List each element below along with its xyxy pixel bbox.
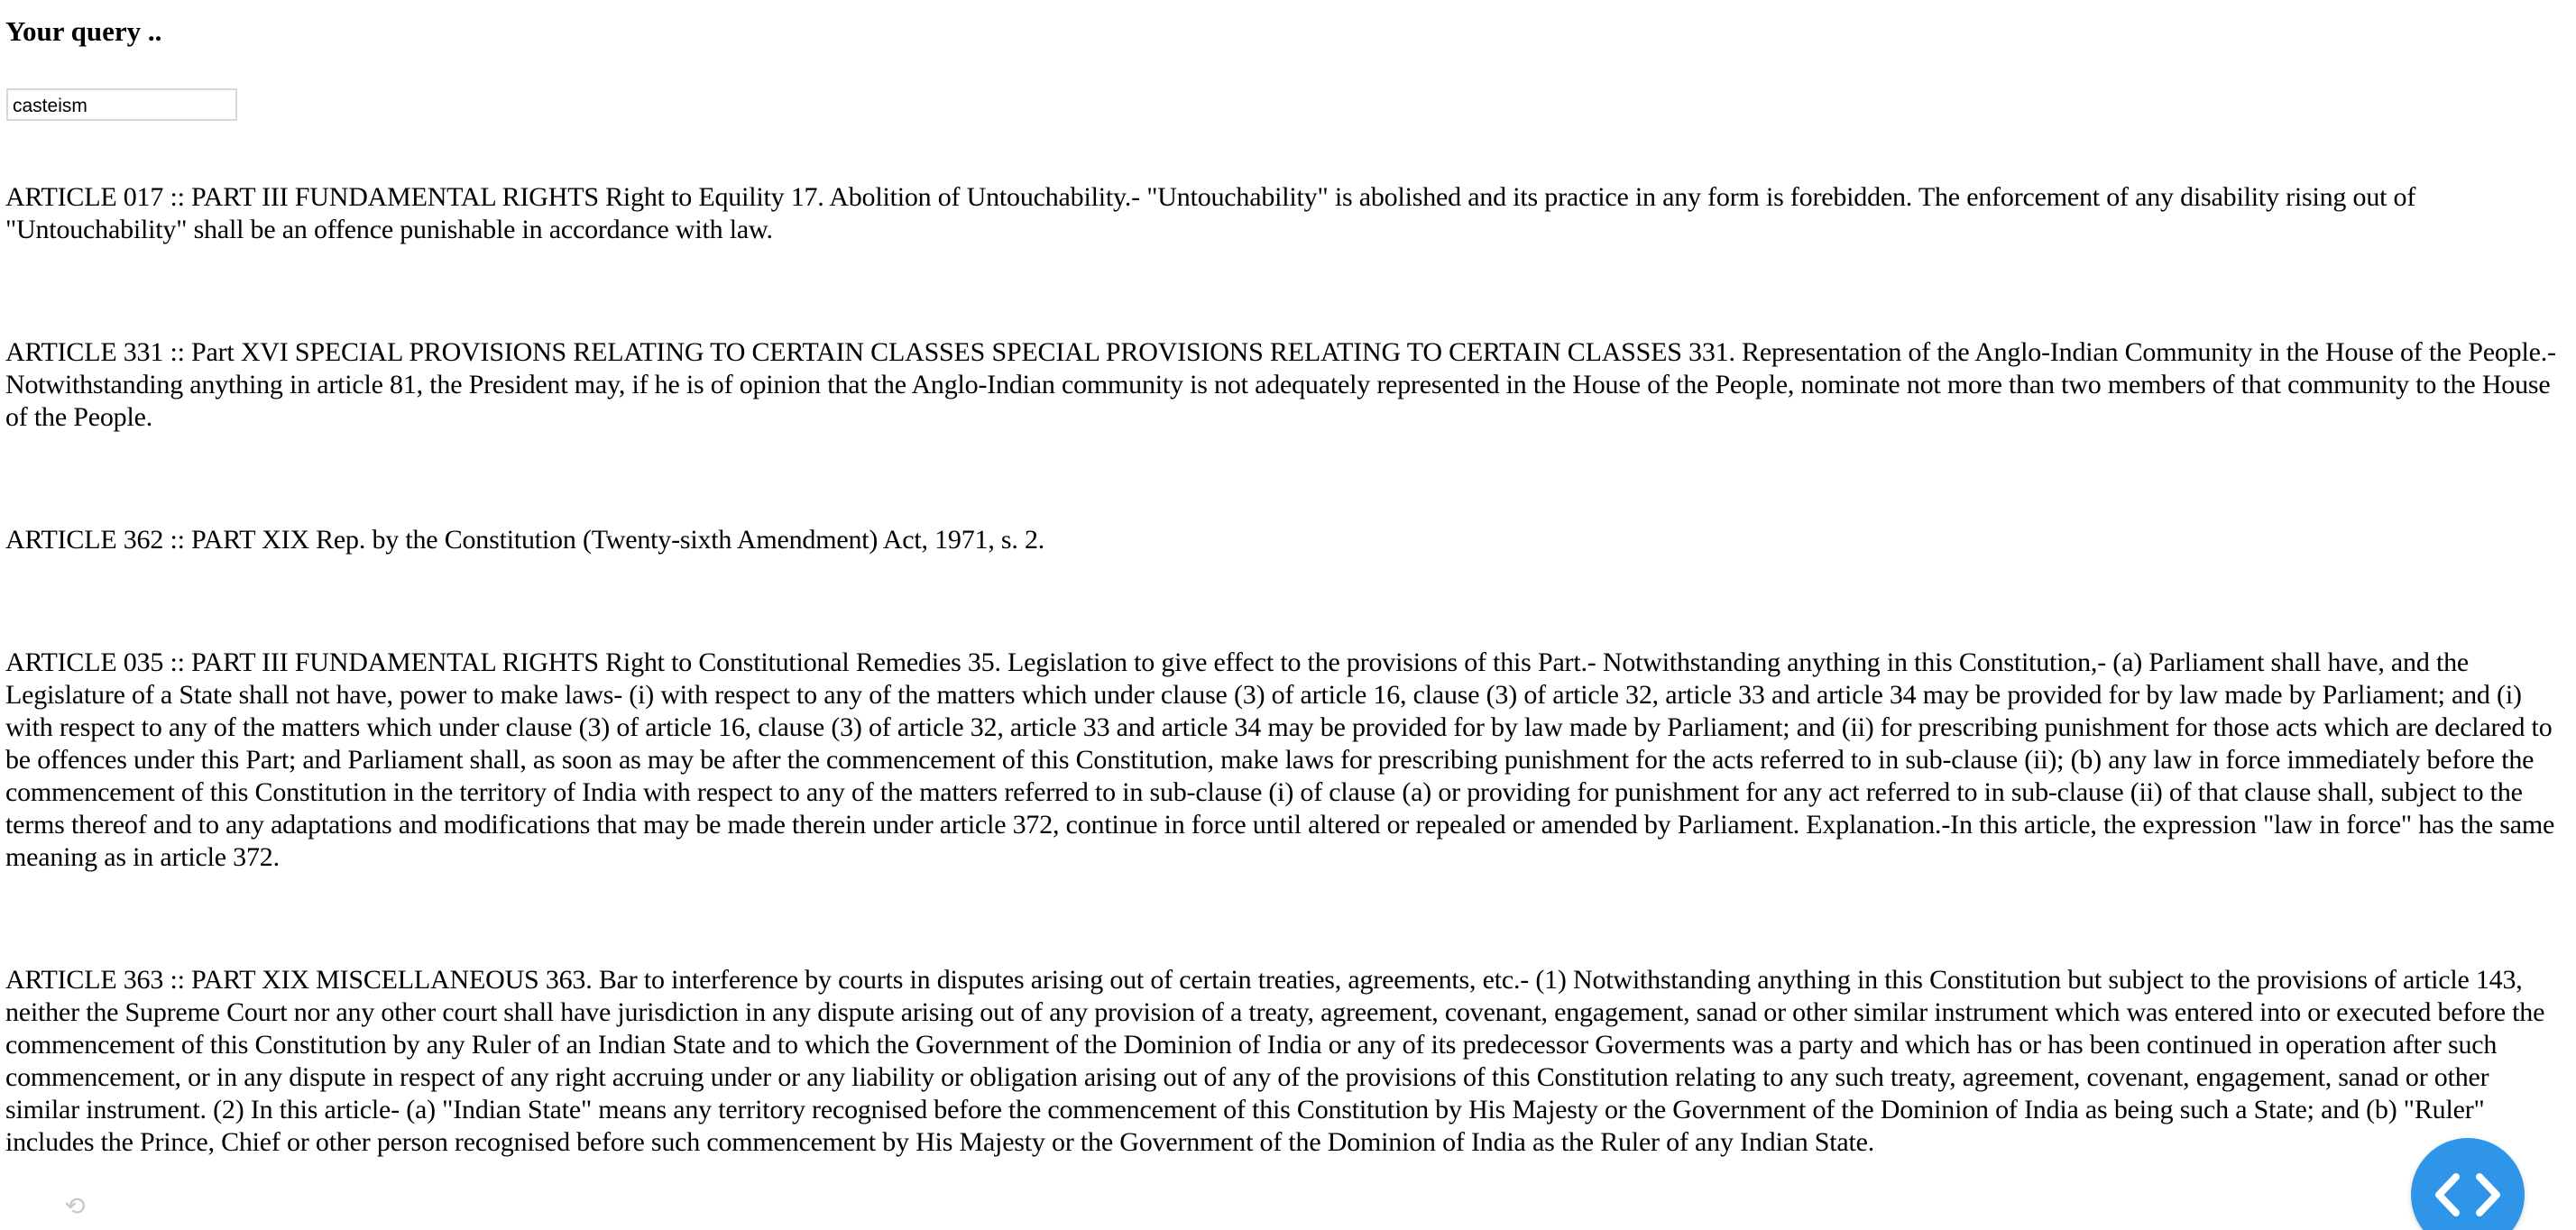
result-article-331: ARTICLE 331 :: Part XVI SPECIAL PROVISIONS RELATING TO CERTAIN CLASSES SPECIAL PROVISIONS RELATING TO CERTAIN CLASSES 331. Representation of the Anglo-Indian Community in the House of the People.- Notwithstanding anything in article 81, the President may, if he is of opinion that the Anglo-Indian community is not adequately represented in the House of the People, nominate not more than two members of that community to the House of the People.	[5, 337, 2556, 432]
query-heading: Your query ..	[5, 15, 162, 47]
result-article-362: ARTICLE 362 :: PART XIX Rep. by the Constitution (Twenty-sixth Amendment) Act, 1971, s. 2.	[5, 525, 1045, 555]
result-article-363: ARTICLE 363 :: PART XIX MISCELLANEOUS 363. Bar to interference by courts in disputes arising out of certain treaties, agreements, etc.- (1) Notwithstanding anything in this Constitution but subject to the provisions of article 143, neither the Supreme Court nor any other court shall have jurisdiction in any dispute arising out of any provision of a treaty, agreement, covenant, engagement, sanad or other similar instrument which was entered into or executed before the commencement of this Constitution by any Ruler of an Indian State and to which the Government of the Dominion of India or any of its predecessor Goverments was a party and which has or has been continued in operation after such commencement, or in any dispute in respect of any right accruing under or any liability or obligation arising out of any of the provisions of this Constitution relating to any such treaty, agreement, covenant, engagement, sanad or other similar instrument. (2) In this article- (a) "Indian State" means any territory recognised before the commencement of this Constitution by His Majesty or the Government of the Dominion of India as being such a State; and (b) "Ruler" includes the Prince, Chief or other person recognised before such commencement by His Majesty or the Government of the Dominion of India as the Ruler of any Indian State.	[5, 965, 2545, 1157]
result-article-017: ARTICLE 017 :: PART III FUNDAMENTAL RIGHTS Right to Equility 17. Abolition of Untouchability.- "Untouchability" is abolished and its practice in any form is forebidden. The enforcement of any disability rising out of "Untouchability" shall be an offence punishable in accordance with law.	[5, 182, 2416, 244]
code-brackets-icon	[2431, 1170, 2505, 1219]
result-article-035: ARTICLE 035 :: PART III FUNDAMENTAL RIGHTS Right to Constitutional Remedies 35. Legislation to give effect to the provisions of this Part.- Notwithstanding anything in this Constitution,- (a) Parliament shall have, and the Legislature of a State shall not have, power to make laws- (i) with respect to any of the matters which under clause (3) of article 16, clause (3) of article 32, article 33 and article 34 may be provided for by law made by Parliament; and (i) with respect to any of the matters which under clause (3) of article 16, clause (3) of article 32, article 33 and article 34 may be provided for by law made by Parliament; and (ii) for prescribing punishment for those acts which are declared to be offences under this Part; and Parliament shall, as soon as may be after the commencement of this Constitution, make laws for prescribing punishment for the acts referred to in sub-clause (ii); (b) any law in force immediately before the commencement of this Constitution in the territory of India with respect to any of the matters referred to in sub-clause (i) of clause (a) or providing for punishment for any act referred to in sub-clause (ii) of that clause shall, subject to the terms thereof and to any adaptations and modifications that may be made therein under article 372, continue in force until altered or repealed or amended by Parliament. Explanation.-In this article, the expression "law in force" has the same meaning as in article 372.	[5, 647, 2555, 872]
reload-icon: ⟲	[64, 1190, 86, 1221]
results-list	[5, 181, 2569, 1159]
reload-button[interactable]	[60, 1190, 90, 1221]
search-input[interactable]	[6, 88, 237, 121]
query-page	[5, 0, 2569, 1157]
